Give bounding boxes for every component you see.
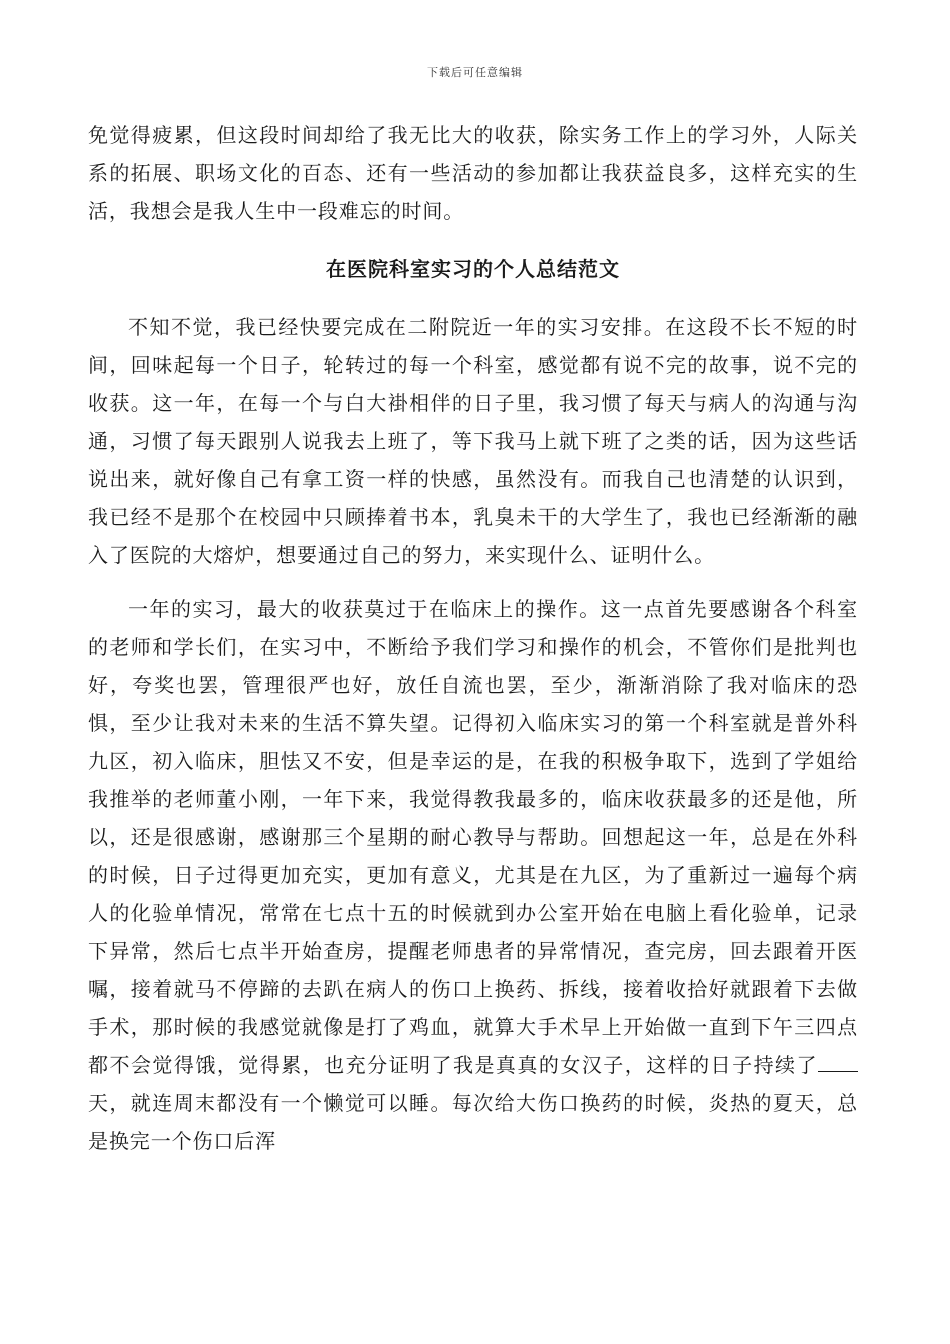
paragraph-2-text-before-blank: 一年的实习，最大的收获莫过于在临床上的操作。这一点首先要感谢各个科室的老师和学长们，在实习中，不断给予我们学习和操作的机会，不管你们是批判也好，夸奖也罢，管理很严也好，放任自流也罢，至少，渐渐消除了我对临床的恐惧，至少让我对未来的生活不算失望。记得初入临床实习的第一个科室就是普外科九区，初入临床，胆怯又不安，但是幸运的是，在我的积极争取下，选到了学姐给我推举的老师董小刚，一年下来，我觉得教我最多的，临床收获最多的还是他，所以，还是很感谢，感谢那三个星期的耐心教导与帮助。回想起这一年，总是在外科的时候，日子过得更加充实，更加有意义，尤其是在九区，为了重新过一遍每个病人的化验单情况，常常在七点十五的时候就到办公室开始在电脑上看化验单，记录下异常，然后七点半开始查房，提醒老师患者的异常情况，查完房，回去跟着开医嘱，接着就马不停蹄的去趴在病人的伤口上换药、拆线，接着收拾好就跟着下去做手术，那时候的我感觉就像是打了鸡血，就算大手术早上开始做一直到下午三四点都不会觉得饿，觉得累，也充分证明了我是真真的女汉子，这样的日子持续了 [88, 597, 858, 1077]
intro-paragraph: 免觉得疲累，但这段时间却给了我无比大的收获，除实务工作上的学习外，人际关系的拓展、职场文化的百态、还有一些活动的参加都让我获益良多，这样充实的生活，我想会是我人生中一段难忘的时间。 [88, 123, 858, 223]
document-title: 在医院科室实习的个人总结范文 [326, 257, 620, 281]
paragraph-spacer [88, 574, 858, 590]
fill-in-blank [818, 1051, 858, 1072]
paragraph-1: 不知不觉，我已经快要完成在二附院近一年的实习安排。在这段不长不短的时间，回味起每一个日子，轮转过的每一个科室，感觉都有说不完的故事，说不完的收获。这一年，在每一个与白大褂相伴的日子里，我习惯了每天与病人的沟通与沟通，习惯了每天跟别人说我去上班了，等下我马上就下班了之类的话，因为这些话说出来，就好像自己有拿工资一样的快感，虽然没有。而我自己也清楚的认识到，我已经不是那个在校园中只顾捧着书本，乳臭未干的大学生了，我也已经渐渐的融入了医院的大熔炉，想要通过自己的努力，来实现什么、证明什么。 [88, 315, 858, 567]
header-note: 下载后可任意编辑 [427, 66, 523, 79]
paragraph-2-text-after-blank: 天，就连周末都没有一个懒觉可以睡。每次给大伤口换药的时候，炎热的夏天，总是换完一个伤口后浑 [88, 1091, 858, 1153]
document-body [88, 116, 858, 1160]
paragraph-2 [88, 590, 858, 1160]
